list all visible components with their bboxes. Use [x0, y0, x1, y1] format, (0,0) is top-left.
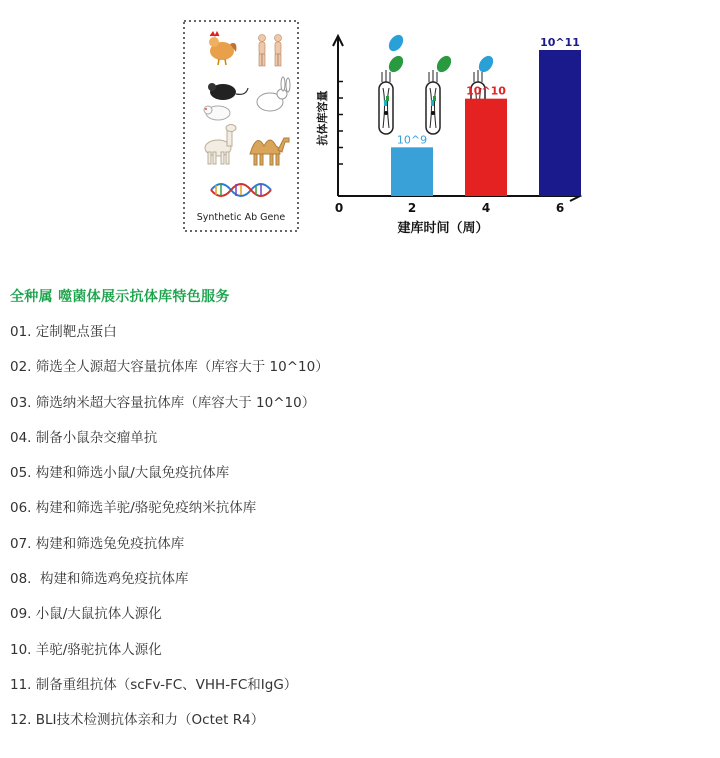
bar-value-label: 10^9 [396, 133, 428, 147]
x-tick-label: 6 [555, 201, 565, 215]
chicken-icon [209, 32, 236, 65]
synthetic-ab-gene-caption: Synthetic Ab Gene [196, 212, 286, 223]
bar-week-4 [465, 99, 507, 196]
service-item: 12. BLI技术检测抗体亲和力（Octet R4） [10, 712, 265, 729]
service-item: 07. 构建和筛选兔免疫抗体库 [10, 535, 185, 552]
library-figure [0, 0, 720, 245]
service-item: 01. 定制靶点蛋白 [10, 324, 117, 340]
x-tick-label: 0 [334, 201, 344, 215]
llama-icon [205, 125, 236, 165]
x-axis-ticks [335, 201, 564, 215]
x-tick-label: 2 [407, 201, 417, 215]
camel-icon [250, 138, 289, 165]
dna-helix-icon [211, 184, 271, 196]
y-axis-label: 抗体库容量 [316, 90, 329, 146]
service-item: 06. 构建和筛选羊驼/骆驼免疫纳米抗体库 [10, 500, 257, 517]
service-item: 02. 筛选全人源超大容量抗体库（库容大于 10^10） [10, 359, 329, 376]
service-item: 11. 制备重组抗体（scFv-FC、VHH-FC和IgG） [10, 676, 298, 693]
service-item: 09. 小鼠/大鼠抗体人源化 [10, 606, 162, 623]
service-item: 03. 筛选纳米超大容量抗体库（库容大于 10^10） [10, 394, 316, 411]
service-item: 08. 构建和筛选鸡免疫抗体库 [10, 571, 189, 588]
service-item: 10. 羊驼/骆驼抗体人源化 [10, 641, 162, 658]
rabbit-icon [257, 77, 290, 111]
bar-week-2 [391, 147, 433, 196]
rat-icon [204, 106, 230, 120]
human-body-icon [259, 35, 282, 67]
services-heading: 全种属 噬菌体展示抗体库特色服务 [10, 289, 230, 305]
x-axis-label: 建库时间（周） [397, 221, 489, 236]
service-item: 05. 构建和筛选小鼠/大鼠免疫抗体库 [10, 465, 230, 482]
x-tick-label: 4 [481, 201, 491, 215]
bar-week-6 [539, 50, 581, 196]
bar-value-label: 10^11 [540, 36, 580, 49]
mouse-icon [208, 83, 248, 100]
bars [391, 50, 581, 196]
bar-value-label: 10^10 [466, 84, 506, 98]
antibody-fragment-icon [386, 32, 496, 75]
service-item: 04. 制备小鼠杂交瘤单抗 [10, 429, 158, 446]
services-list [10, 322, 329, 746]
